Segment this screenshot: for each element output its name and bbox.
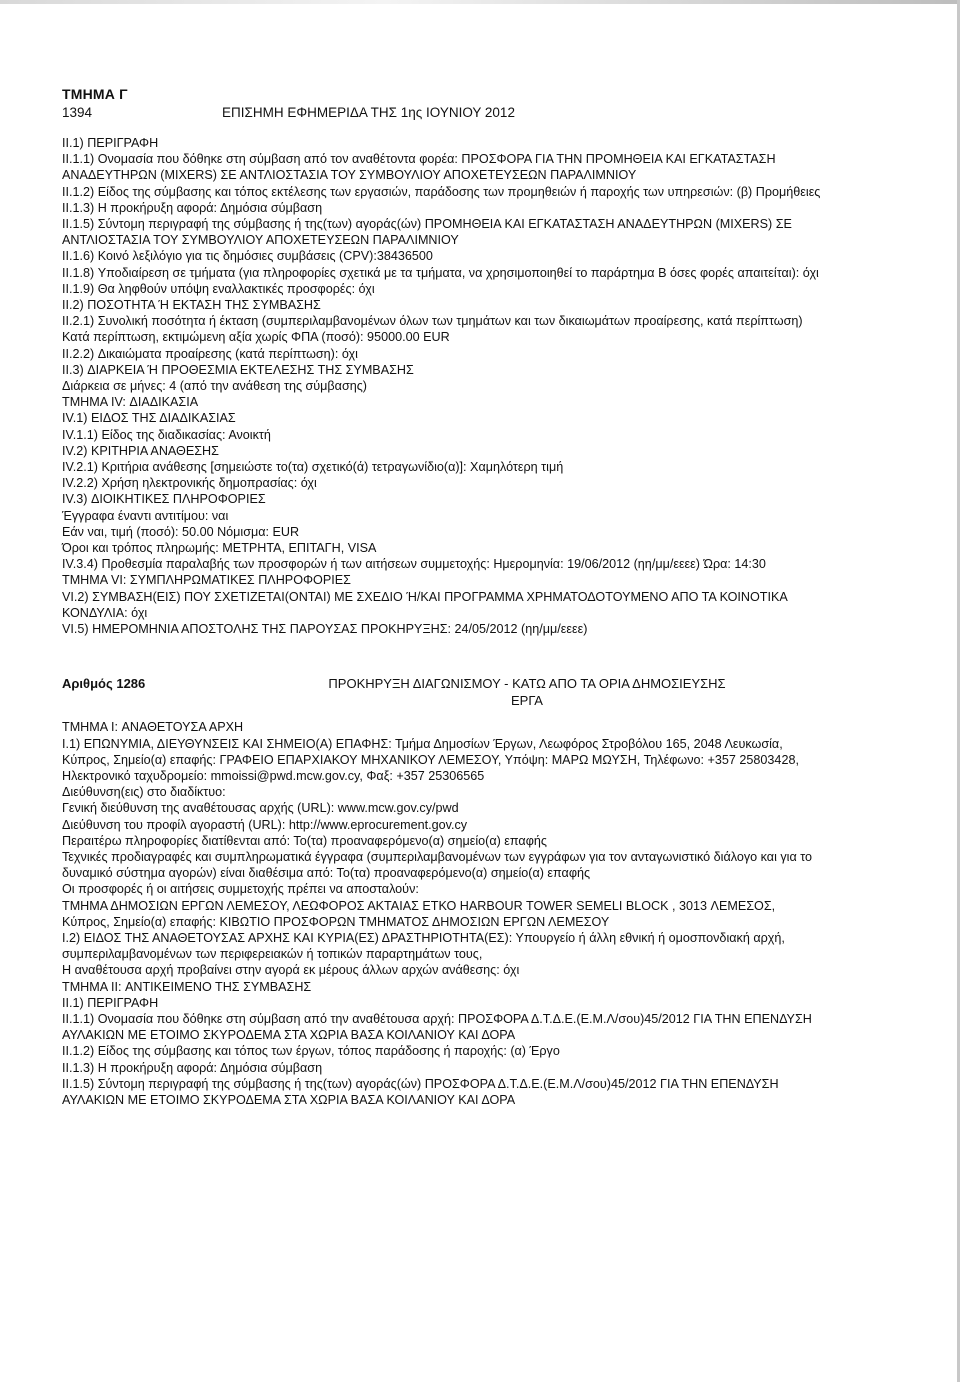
text-line: II.1) ΠΕΡΙΓΡΑΦΗ [62, 136, 159, 150]
new-notice-body [62, 719, 822, 1108]
text-line: IV.2) ΚΡΙΤΗΡΙΑ ΑΝΑΘΕΣΗΣ [62, 443, 219, 458]
notice-heading [62, 675, 822, 692]
text-line: Γενική διεύθυνση της αναθέτουσας αρχής (URL): www.mcw.gov.cy/pwd [62, 801, 459, 816]
text-line: II.1.3) Η προκήρυξη αφορά: Δημόσια σύμβαση [62, 200, 323, 215]
text-line: II.1.8) Υποδιαίρεση σε τμήματα (για πληροφορίες σχετικά με τα τμήματα, να χρησιμοποιηθεί το παράρτημα Β όσες φορές απαιτείται): όχι [62, 265, 819, 280]
text-line: II.2) ΠΟΣΟΤΗΤΑ Ή ΕΚΤΑΣΗ ΤΗΣ ΣΥΜΒΑΣΗΣ [62, 298, 321, 313]
text-line: II.1) ΠΕΡΙΓΡΑΦΗ [62, 995, 159, 1010]
text-line: VI.5) ΗΜΕΡΟΜΗΝΙΑ ΑΠΟΣΤΟΛΗΣ ΤΗΣ ΠΑΡΟΥΣΑΣ ΠΡΟΚΗΡΥΞΗΣ: 24/05/2012 (ηη/μμ/εεεε) [62, 622, 588, 637]
text-line: ΤΜΗΜΑ VI: ΣΥΜΠΛΗΡΩΜΑΤΙΚΕΣ ΠΛΗΡΟΦΟΡΙΕΣ [62, 573, 351, 588]
text-line: VI.2) ΣΥΜΒΑΣΗ(ΕΙΣ) ΠΟΥ ΣΧΕΤΙΖΕΤΑΙ(ΟΝΤΑΙ) ΜΕ ΣΧΕΔΙΟ Ή/ΚΑΙ ΠΡΟΓΡΑΜΜΑ ΧΡΗΜΑΤΟΔΟΤΟΥΜΕΝΟ ΑΠΟ ΤΑ ΚΟΙΝΟΤΙΚΑ ΚΟΝΔΥΛΙΑ: όχι [62, 589, 788, 620]
text-line: Έγγραφα έναντι αντιτίμου: ναι [62, 508, 229, 523]
text-line: II.2.1) Συνολική ποσότητα ή έκταση (συμπεριλαμβανομένων όλων των τμημάτων και των δικαιωμάτων προαίρεσης, κατά περίπτωση) [62, 314, 803, 329]
text-line: ΤΜΗΜΑ IV: ΔΙΑΔΙΚΑΣΙΑ [62, 395, 199, 410]
text-line: II.1.6) Κοινό λεξιλόγιο για τις δημόσιες συμβάσεις (CPV):38436500 [62, 249, 433, 264]
text-line: Διάρκεια σε μήνες: 4 (από την ανάθεση της σύμβασης) [62, 379, 367, 394]
text-line: Περαιτέρω πληροφορίες διατίθενται από: Το(τα) προαναφερόμενο(α) σημείο(α) επαφής [62, 833, 547, 848]
text-line: II.1.3) Η προκήρυξη αφορά: Δημόσια σύμβαση [62, 1060, 323, 1075]
text-line: Κατά περίπτωση, εκτιμώμενη αξία χωρίς ΦΠΑ (ποσό): 95000.00 EUR [62, 330, 450, 345]
text-line: Διεύθυνση(εις) στο διαδίκτυο: [62, 785, 226, 800]
text-line: IV.3.4) Προθεσμία παραλαβής των προσφορών ή των αιτήσεων συμμετοχής: Ημερομηνία: 19/06/2012 (ηη/μμ/εεεε) Ώρα: 14:30 [62, 557, 766, 572]
header-row [62, 105, 842, 120]
text-line: II.1.5) Σύντομη περιγραφή της σύμβασης ή της(των) αγοράς(ών) ΠΡΟΣΦΟΡΑ Δ.Τ.Δ.Ε.(Ε.Μ.Λ/σου)45/2012 ΓΙΑ ΤΗΝ ΕΠΕΝΔΥΣΗ ΑΥΛΑΚΙΩΝ ΜΕ ΕΤΟΙΜΟ ΣΚΥΡΟΔΕΜΑ ΣΤΑ ΧΩΡΙΑ ΒΑΣΑ ΚΟΙΛΑΝΙΟΥ ΚΑΙ ΔΟΡΑ [62, 1076, 779, 1107]
section-label: ΤΜΗΜΑ Γ [62, 86, 128, 102]
text-line: Εάν ναι, τιμή (ποσό): 50.00 Νόμισμα: EUR [62, 524, 300, 539]
text-line: Οι προσφορές ή οι αιτήσεις συμμετοχής πρέπει να αποσταλούν: [62, 882, 419, 897]
notice-title: ΠΡΟΚΗΡΥΞΗ ΔΙΑΓΩΝΙΣΜΟΥ - ΚΑΤΩ ΑΠΟ ΤΑ ΟΡΙΑ ΔΗΜΟΣΙΕΥΣΗΣ [328, 676, 726, 692]
gazette-title: ΕΠΙΣΗΜΗ ΕΦΗΜΕΡΙΔΑ ΤΗΣ 1ης ΙΟΥΝΙΟΥ 2012 [222, 105, 515, 120]
text-line: IV.1.1) Είδος της διαδικασίας: Ανοικτή [62, 427, 271, 442]
text-line: IV.1) ΕΙΔΟΣ ΤΗΣ ΔΙΑΔΙΚΑΣΙΑΣ [62, 411, 236, 426]
notice-number: Αριθμός 1286 [62, 676, 146, 692]
text-line: IV.3) ΔΙΟΙΚΗΤΙΚΕΣ ΠΛΗΡΟΦΟΡΙΕΣ [62, 492, 266, 507]
text-line: Διεύθυνση του προφίλ αγοραστή (URL): http://www.eprocurement.gov.cy [62, 817, 468, 832]
text-line: II.1.2) Είδος της σύμβασης και τόπος εκτέλεσης των εργασιών, παράδοσης των προμηθειών ή παροχής των υπηρεσιών: (β) Προμήθειες [62, 184, 821, 199]
scan-edge-top [0, 0, 960, 4]
page-header [62, 86, 842, 120]
text-line: I.1) ΕΠΩΝΥΜΙΑ, ΔΙΕΥΘΥΝΣΕΙΣ ΚΑΙ ΣΗΜΕΙΟ(Α) ΕΠΑΦΗΣ: Τμήμα Δημοσίων Έργων, Λεωφόρος Στροβόλου 165, 2048 Λευκωσία, Κύπρος, Σημείο(α) επαφής: ΓΡΑΦΕΙΟ ΕΠΑΡΧΙΑΚΟΥ ΜΗΧΑΝΙΚΟΥ ΛΕΜΕΣΟΥ, Υπόψη: ΜΑΡΩ ΜΩΥΣΗ, Τηλέφωνο: +357 25803428, Ηλεκτρονικό ταχυδρομείο: mmoissi@pwd.mcw.gov.cy, Φαξ: +357 25306565 [62, 736, 799, 783]
text-line: IV.2.1) Κριτήρια ανάθεσης [σημειώστε το(τα) σχετικό(ά) τετραγωνίδιο(α)]: Χαμηλότερη τιμή [62, 460, 564, 475]
text-line: II.2.2) Δικαιώματα προαίρεσης (κατά περίπτωση): όχι [62, 346, 358, 361]
notice-subtitle: ΕΡΓΑ [511, 693, 543, 709]
text-line: Η αναθέτουσα αρχή προβαίνει στην αγορά εκ μέρους άλλων αρχών ανάθεσης: όχι [62, 963, 520, 978]
text-line: II.1.5) Σύντομη περιγραφή της σύμβασης ή της(των) αγοράς(ών) ΠΡΟΜΗΘΕΙΑ ΚΑΙ ΕΓΚΑΤΑΣΤΑΣΗ ΑΝΑΔΕΥΤΗΡΩΝ (MIXERS) ΣΕ ΑΝΤΛΙΟΣΤΑΣΙΑ ΤΟΥ ΣΥΜΒΟΥΛΙΟΥ ΑΠΟΧΕΤΕΥΣΕΩΝ ΠΑΡΑΛΙΜΝΙΟΥ [62, 217, 792, 248]
text-line: II.1.1) Ονομασία που δόθηκε στη σύμβαση από τον αναθέτοντα φορέα: ΠΡΟΣΦΟΡΑ ΓΙΑ ΤΗΝ ΠΡΟΜΗΘΕΙΑ ΚΑΙ ΕΓΚΑΤΑΣΤΑΣΗ ΑΝΑΔΕΥΤΗΡΩΝ (MIXERS) ΣΕ ΑΝΤΛΙΟΣΤΑΣΙΑ ΤΟΥ ΣΥΜΒΟΥΛΙΟΥ ΑΠΟΧΕΤΕΥΣΕΩΝ ΠΑΡΑΛΙΜΝΙΟΥ [62, 152, 776, 183]
text-line: II.1.1) Ονομασία που δόθηκε στη σύμβαση από την αναθέτουσα αρχή: ΠΡΟΣΦΟΡΑ Δ.Τ.Δ.Ε.(Ε.Μ.Λ/σου)45/2012 ΓΙΑ ΤΗΝ ΕΠΕΝΔΥΣΗ ΑΥΛΑΚΙΩΝ ΜΕ ΕΤΟΙΜΟ ΣΚΥΡΟΔΕΜΑ ΣΤΑ ΧΩΡΙΑ ΒΑΣΑ ΚΟΙΛΑΝΙΟΥ ΚΑΙ ΔΟΡΑ [62, 1011, 812, 1043]
text-line: Όροι και τρόπος πληρωμής: ΜΕΤΡΗΤΑ, ΕΠΙΤΑΓΗ, VISA [62, 541, 377, 556]
text-line: Τεχνικές προδιαγραφές και συμπληρωματικά έγγραφα (συμπεριλαμβανομένων των εγγράφων για τον ανταγωνιστικό διάλογο και για το δυναμικό σύστημα αγορών) είναι διαθέσιμα από: Το(τα) προαναφερόμενο(α) σημείο(α) επαφής [62, 849, 813, 881]
text-line: II.1.9) Θα ληφθούν υπόψη εναλλακτικές προσφορές: όχι [62, 281, 375, 296]
page-number: 1394 [62, 105, 93, 120]
document-body [62, 135, 822, 1108]
text-line: IV.2.2) Χρήση ηλεκτρονικής δημοπρασίας: όχι [62, 476, 317, 491]
notice-continuation [62, 135, 822, 637]
text-line: II.1.2) Είδος της σύμβασης και τόπος των έργων, τόπος παράδοσης ή παροχής: (α) Έργο [62, 1044, 560, 1059]
text-line: ΤΜΗΜΑ I: ΑΝΑΘΕΤΟΥΣΑ ΑΡΧΗ [62, 720, 244, 735]
text-line: ΤΜΗΜΑ ΔΗΜΟΣΙΩΝ ΕΡΓΩΝ ΛΕΜΕΣΟΥ, ΛΕΩΦΟΡΟΣ ΑΚΤΑΙΑΣ ΕΤΚΟ HARBOUR TOWER SEMELI BLOCK , 3013 ΛΕΜΕΣΟΣ, Κύπρος, Σημείο(α) επαφής: ΚΙΒΩΤΙΟ ΠΡΟΣΦΟΡΩΝ ΤΜΗΜΑΤΟΣ ΔΗΜΟΣΙΩΝ ΕΡΓΩΝ ΛΕΜΕΣΟΥ [62, 898, 776, 929]
text-line: II.3) ΔΙΑΡΚΕΙΑ Ή ΠΡΟΘΕΣΜΙΑ ΕΚΤΕΛΕΣΗΣ ΤΗΣ ΣΥΜΒΑΣΗΣ [62, 362, 414, 377]
text-line: ΤΜΗΜΑ II: ΑΝΤΙΚΕΙΜΕΝΟ ΤΗΣ ΣΥΜΒΑΣΗΣ [62, 979, 312, 994]
text-line: I.2) ΕΙΔΟΣ ΤΗΣ ΑΝΑΘΕΤΟΥΣΑΣ ΑΡΧΗΣ ΚΑΙ ΚΥΡΙΑ(ΕΣ) ΔΡΑΣΤΗΡΙΟΤΗΤΑ(ΕΣ): Υπουργείο ή άλλη εθνική ή ομοσπονδιακή αρχή, συμπεριλαμβανομένων των περιφερειακών ή τοπικών παραρτημάτων τους, [62, 930, 785, 962]
